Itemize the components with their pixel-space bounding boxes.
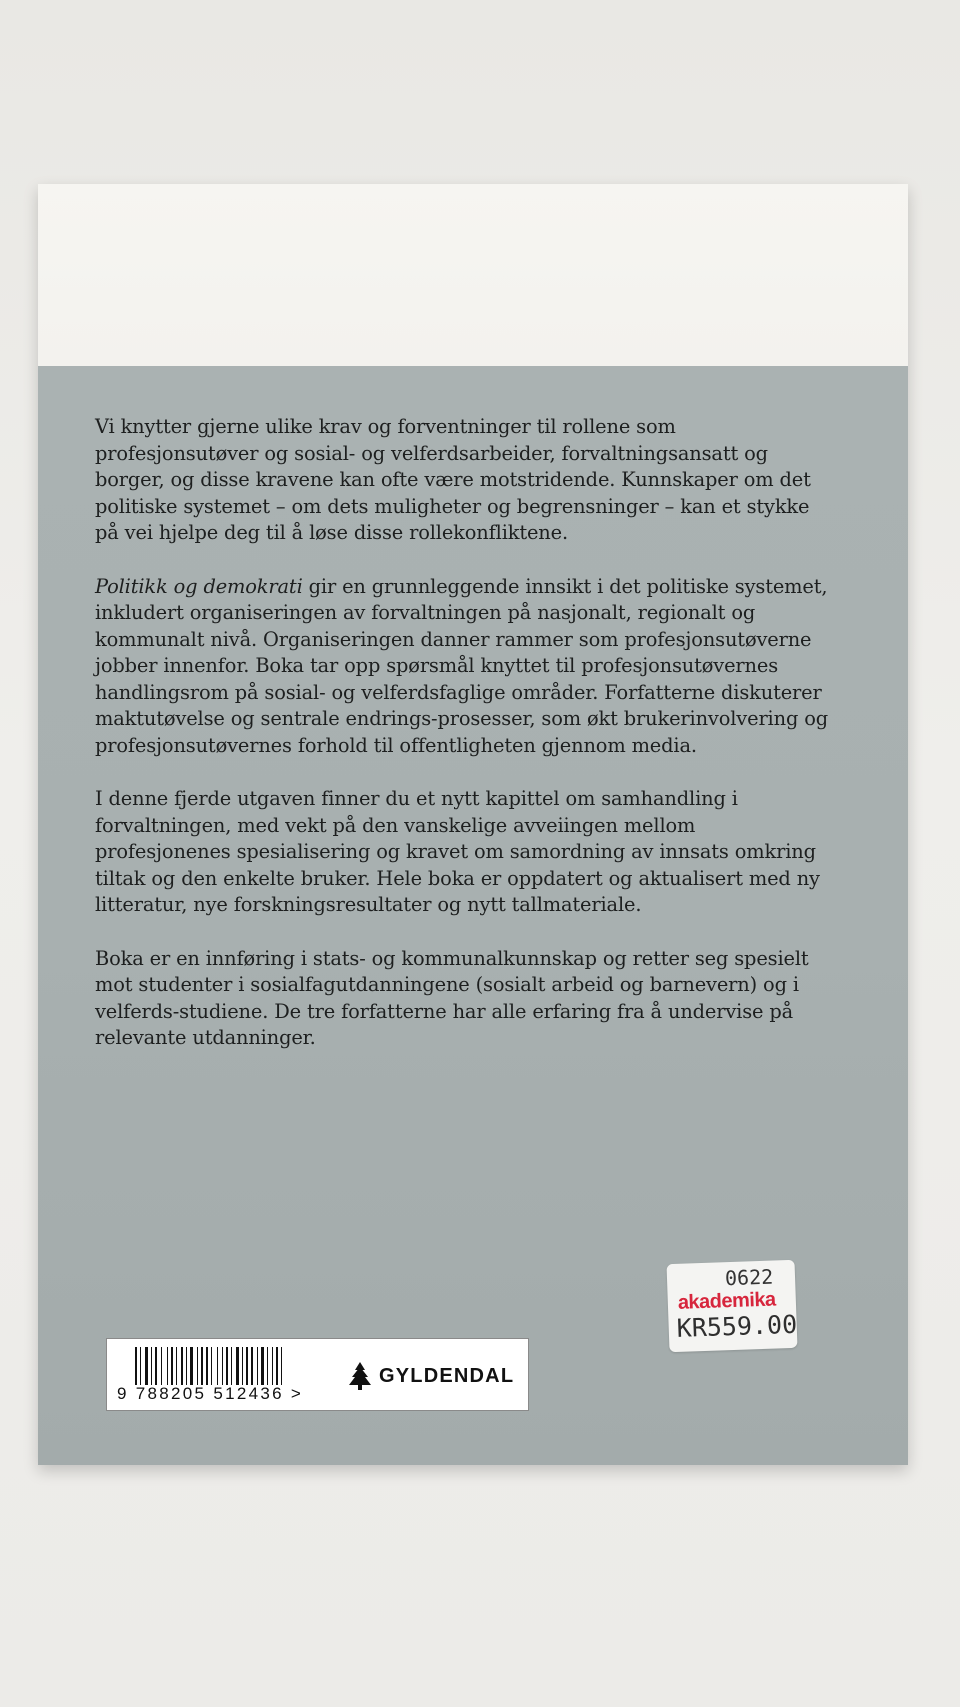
barcode <box>135 1347 320 1385</box>
sticker-code: 0622 <box>724 1264 774 1291</box>
barcode-bar <box>161 1347 162 1385</box>
isbn-number: 9 788205 512436 > <box>117 1384 304 1403</box>
barcode-label <box>106 1338 529 1411</box>
barcode-bar <box>276 1347 278 1385</box>
barcode-bar <box>222 1347 223 1385</box>
barcode-bar <box>272 1347 273 1385</box>
barcode-bar <box>236 1347 239 1385</box>
publisher-logo <box>347 1361 514 1391</box>
barcode-bar <box>217 1347 218 1385</box>
book-title-inline: Politikk og demokrati <box>95 574 303 598</box>
barcode-bar <box>226 1347 228 1385</box>
barcode-bar <box>176 1347 177 1385</box>
blurb-paragraph-3: I denne fjerde utgaven finner du et nytt kapittel om samhandling i forvaltningen, med vekt på den vanskelige avveiingen mellom profesjonenes spesialisering og kravet om samordning av innsats omkring tiltak og den enkelte bruker. Hele boka er oppdatert og aktualisert med ny litteratur, nye forskningsresultater og nytt tallmateriale. <box>95 787 820 916</box>
barcode-bar <box>246 1347 248 1385</box>
barcode-bar <box>155 1347 157 1385</box>
barcode-bar <box>261 1347 264 1385</box>
tree-icon <box>347 1361 373 1391</box>
barcode-bar <box>251 1347 253 1385</box>
sticker-price: KR559.00 <box>676 1309 798 1343</box>
barcode-bar <box>140 1347 141 1385</box>
barcode-bar <box>167 1347 168 1385</box>
barcode-bar <box>151 1347 152 1385</box>
barcode-bar <box>211 1347 212 1385</box>
back-cover-blurb <box>95 414 831 1079</box>
barcode-bar <box>135 1347 137 1385</box>
barcode-bar <box>231 1347 232 1385</box>
blurb-paragraph-1: Vi knytter gjerne ulike krav og forventninger til rollene som profesjonsutøver og sosial- og velferdsarbeider, forvaltningsansatt og borger, og disse kravene kan ofte være motstridende. Kunnskaper om det politiske systemet – om dets muligheter og begrensninger – kan et stykke på vei hjelpe deg til å løse disse rollekonfliktene. <box>95 415 811 544</box>
blurb-paragraph-4: Boka er en innføring i stats- og kommunalkunnskap og retter seg spesielt mot studenter i sosialfagutdanningene (sosialt arbeid og barnevern) og i velferds-studiene. De tre forfatterne har alle erfaring fra å undervise på relevante utdanninger. <box>95 946 809 1049</box>
barcode-bar <box>201 1347 203 1385</box>
barcode-bar <box>197 1347 198 1385</box>
price-sticker <box>667 1260 798 1352</box>
barcode-bar <box>186 1347 187 1385</box>
barcode-bar <box>181 1347 183 1385</box>
barcode-bar <box>257 1347 258 1385</box>
blurb-paragraph-2-text: gir en grunnleggende innsikt i det politiske systemet, inkludert organiseringen av forvaltningen på nasjonalt, regionalt og kommunalt nivå. Organiseringen danner rammer som profesjonsutøverne jobber innenfor. Boka tar opp spørsmål knyttet til profesjonsutøvernes handlingsrom på sosial- og velferdsfaglige områder. Forfatterne diskuterer maktutøvelse og sentrale endrings-prosesser, som økt brukerinvolvering og profesjonsutøvernes forhold til offentligheten gjennom media. <box>95 574 829 757</box>
barcode-bar <box>281 1347 282 1385</box>
cover-top-band <box>38 184 908 366</box>
barcode-bar <box>267 1347 268 1385</box>
barcode-bar <box>190 1347 193 1385</box>
barcode-bar <box>171 1347 173 1385</box>
publisher-name: GYLDENDAL <box>379 1364 515 1387</box>
book-back-cover <box>38 184 908 1465</box>
barcode-bar <box>206 1347 208 1385</box>
sticker-store-logo: akademika <box>677 1288 776 1314</box>
barcode-bar <box>242 1347 243 1385</box>
blurb-paragraph-2 <box>95 574 831 760</box>
barcode-bar <box>145 1347 148 1385</box>
